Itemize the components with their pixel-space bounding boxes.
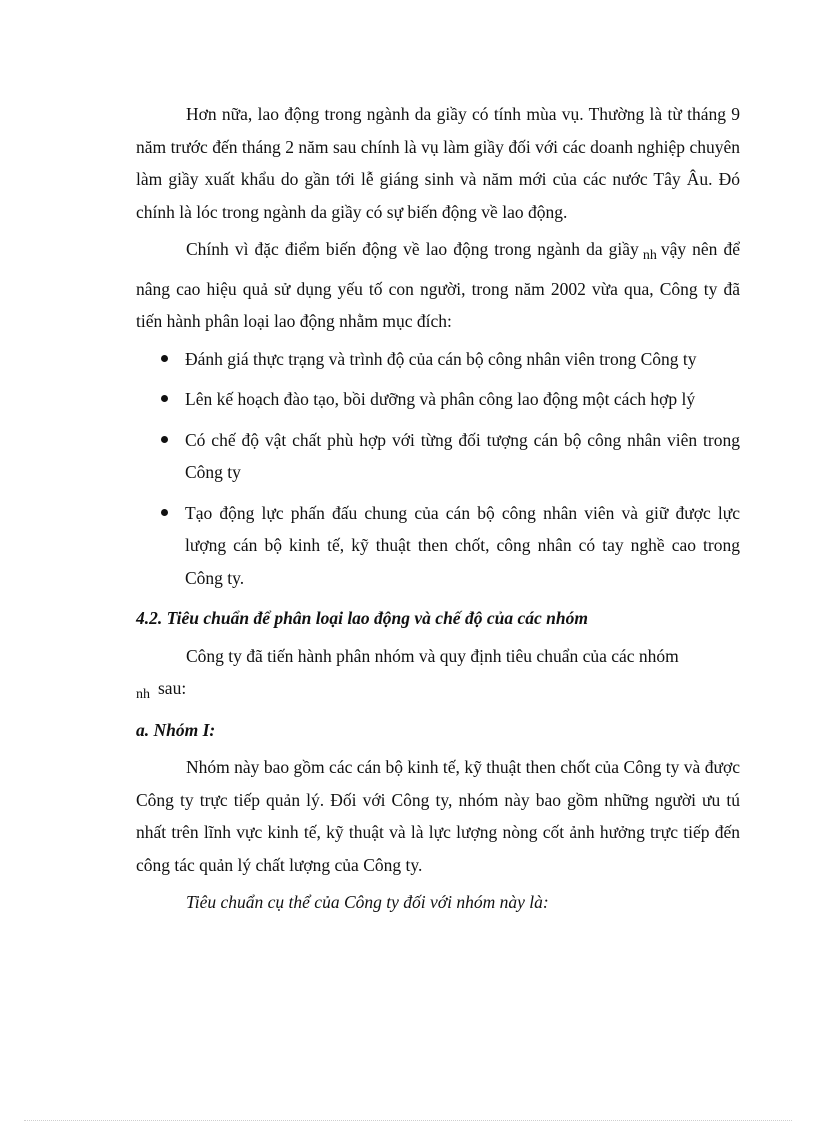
paragraph-text: Công ty đã tiến hành phân nhóm và quy định tiêu chuẩn của các nhóm bbox=[186, 645, 679, 666]
page-bottom-divider bbox=[24, 1120, 792, 1121]
stray-abbreviation: nh bbox=[642, 248, 657, 263]
list-item-text: Đánh giá thực trạng và trình độ của cán bộ công nhân viên trong Công ty bbox=[185, 348, 697, 369]
purpose-list bbox=[136, 343, 740, 595]
document-page bbox=[136, 98, 740, 919]
bullet-icon bbox=[161, 395, 168, 402]
paragraph-text: Chính vì đặc điểm biến động về lao động trong ngành da giầy bbox=[186, 239, 639, 259]
paragraph-text: vậy nên để nâng cao hiệu quả sử dụng yếu tố con người, trong năm 2002 vừa qua, Công ty đã tiến hành phân loại lao động nhằm mục đích: bbox=[136, 239, 740, 331]
list-item bbox=[136, 343, 740, 376]
list-item-text: Tạo động lực phấn đấu chung của cán bộ công nhân viên và giữ được lực lượng cán bộ kinh tế, kỹ thuật then chốt, công nhân có tay nghề cao trong Công ty. bbox=[185, 502, 740, 588]
paragraph-classification-purpose bbox=[136, 233, 740, 338]
list-item bbox=[136, 497, 740, 595]
bullet-icon bbox=[161, 509, 168, 516]
paragraph-seasonal-labor: Hơn nữa, lao động trong ngành da giầy có tính mùa vụ. Thường là từ tháng 9 năm trước đến tháng 2 năm sau chính là vụ làm giầy đối với các doanh nghiệp chuyên làm giầy xuất khẩu do gần tới lễ giáng sinh và năm mới của các nước Tây Âu. Đó chính là lóc trong ngành da giầy có sự biến động về lao động. bbox=[136, 104, 740, 222]
bullet-icon bbox=[161, 436, 168, 443]
list-item bbox=[136, 424, 740, 489]
section-heading: 4.2. Tiêu chuẩn để phân loại lao động và chế độ của các nhóm bbox=[136, 608, 588, 628]
list-item-text: Lên kế hoạch đào tạo, bồi dưỡng và phân công lao động một cách hợp lý bbox=[185, 389, 696, 409]
paragraph-group-one: Nhóm này bao gồm các cán bộ kinh tế, kỹ thuật then chốt của Công ty và được Công ty trực tiếp quản lý. Đối với Công ty, nhóm này bao gồm những người ưu tú nhất trên lĩnh vực kinh tế, kỹ thuật và là lực lượng nòng cốt ảnh hưởng trực tiếp đến công tác quản lý chất lượng của Công ty. bbox=[136, 757, 740, 875]
paragraph-grouping bbox=[136, 640, 740, 712]
criteria-intro: Tiêu chuẩn cụ thể của Công ty đối với nhóm này là: bbox=[186, 892, 549, 912]
bullet-icon bbox=[161, 355, 168, 362]
paragraph-text: sau: bbox=[158, 678, 187, 698]
stray-abbreviation: nh bbox=[136, 687, 150, 702]
list-item bbox=[136, 383, 740, 416]
group-heading: a. Nhóm I: bbox=[136, 719, 216, 740]
list-item-text: Có chế độ vật chất phù hợp với từng đối tượng cán bộ công nhân viên trong Công ty bbox=[185, 429, 740, 482]
